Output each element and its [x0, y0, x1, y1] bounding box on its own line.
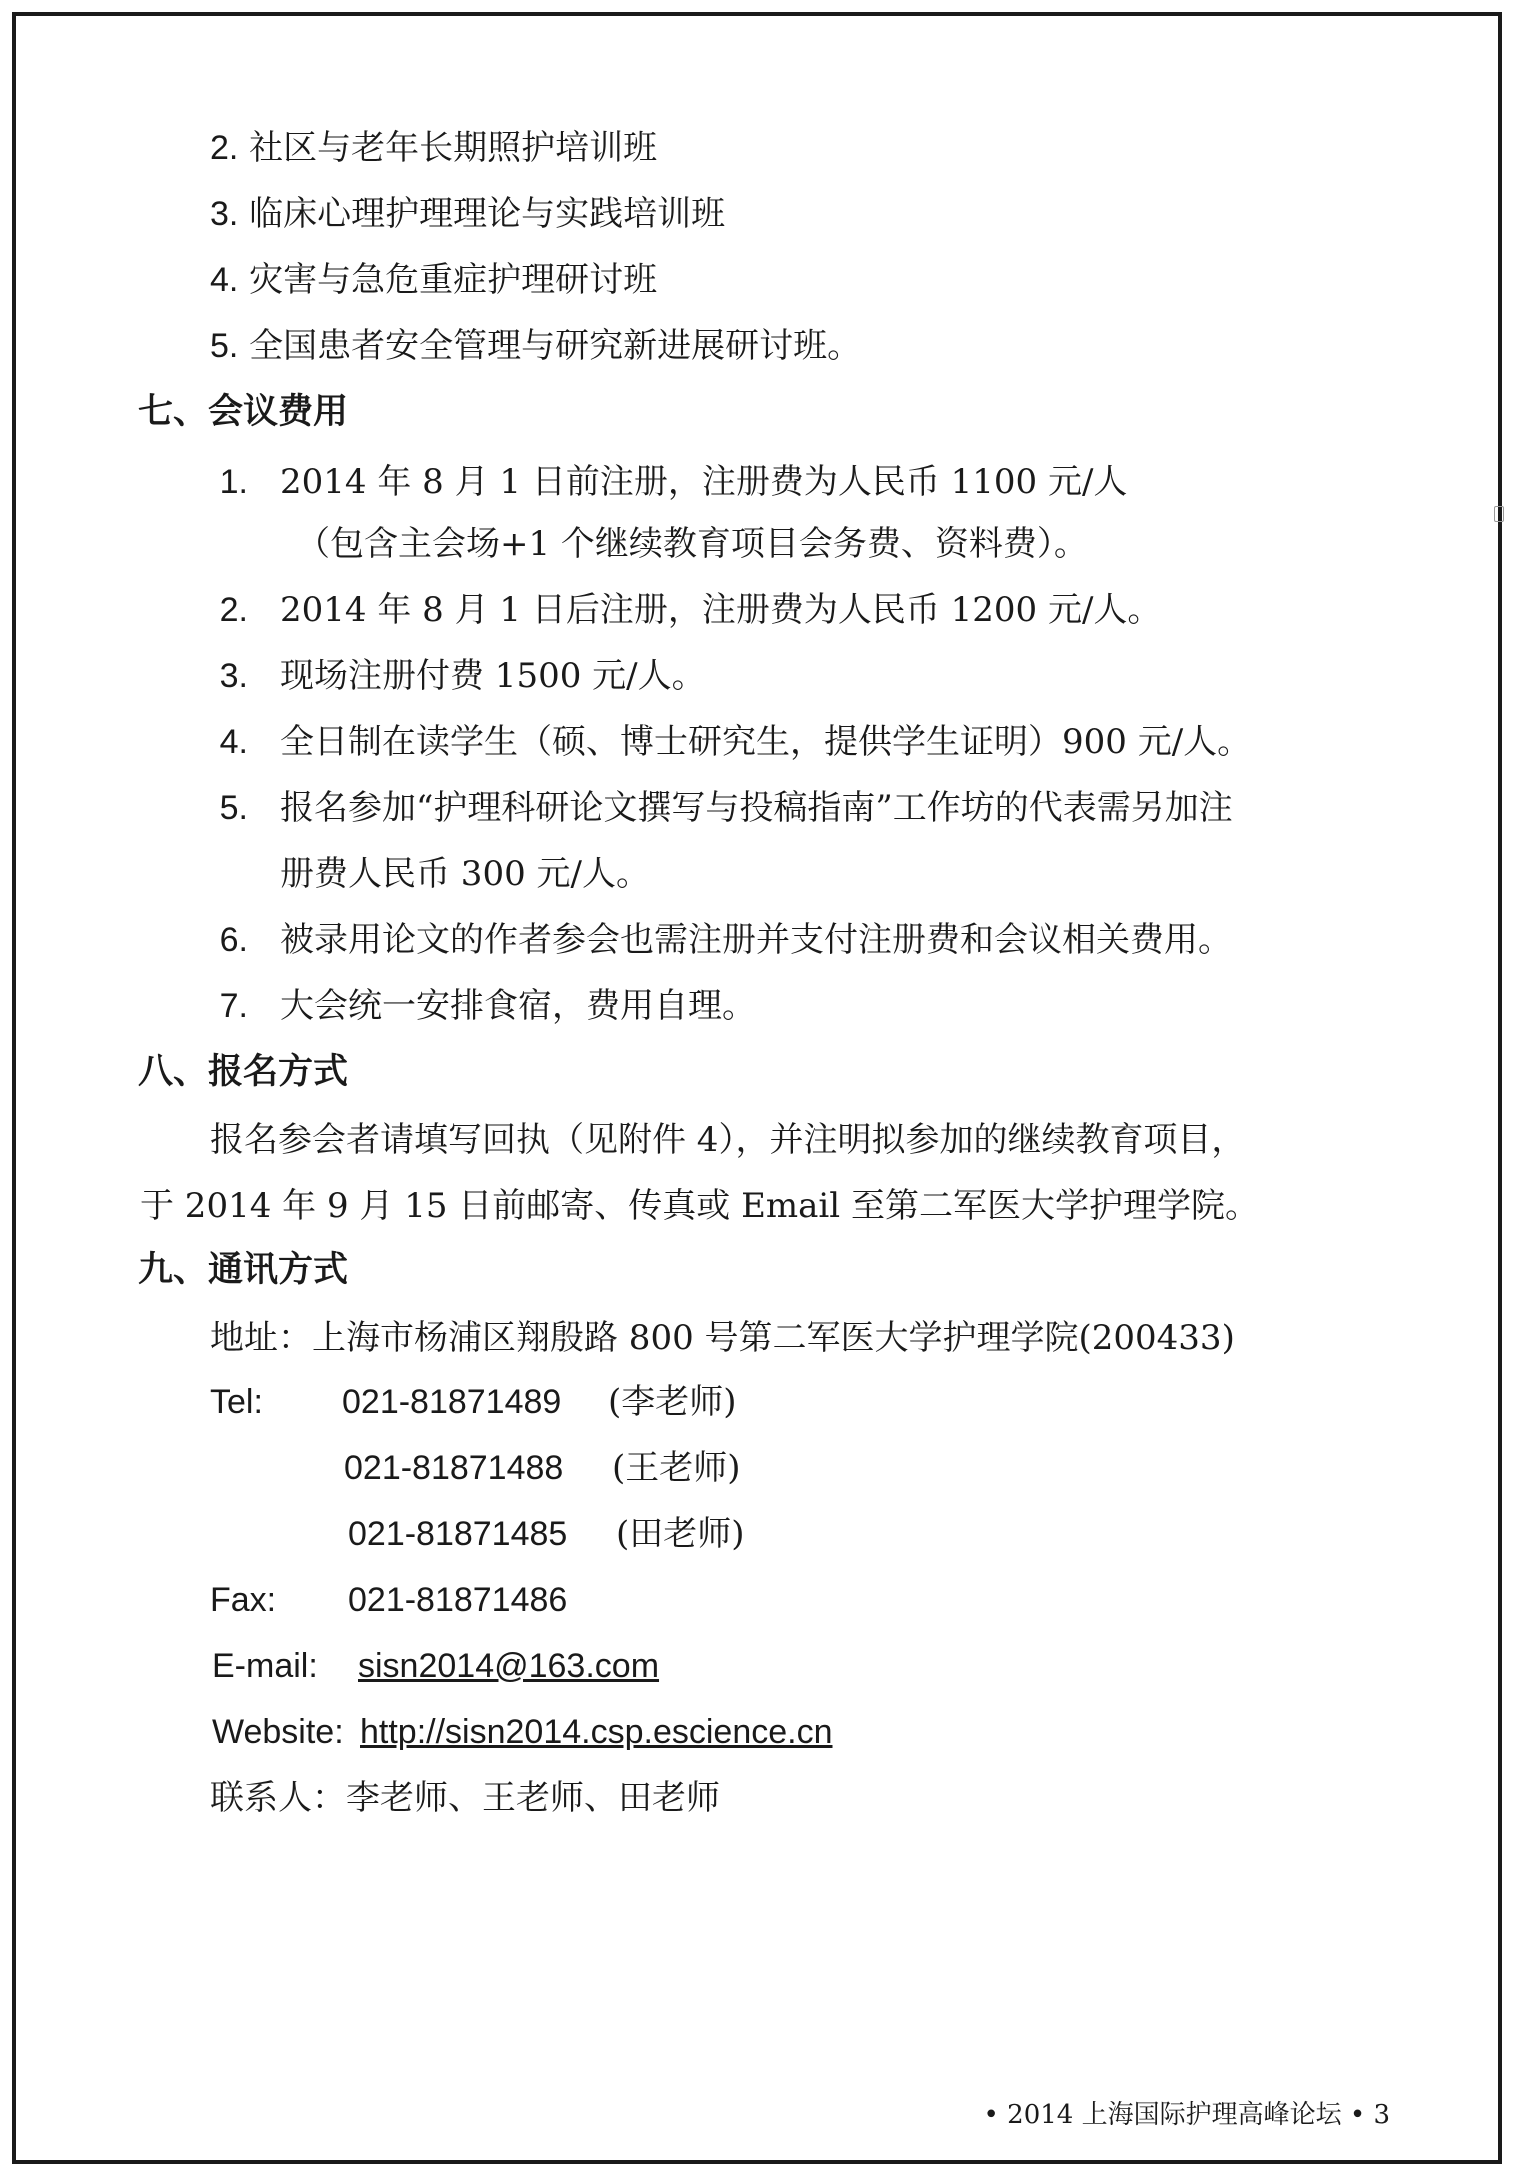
list-number: 5. — [219, 789, 248, 827]
page-footer — [984, 2098, 1390, 2132]
scan-artifact — [1494, 506, 1504, 522]
list-item: 现场注册付费 1500 元/人。 — [280, 656, 706, 696]
list-item: 2014 年 8 月 1 日前注册，注册费为人民币 1100 元/人 — [280, 462, 1128, 502]
tel-label: Tel: — [210, 1383, 263, 1421]
address-label: 地址： — [210, 1318, 312, 1358]
list-number: 7. — [219, 987, 248, 1025]
contacts-row — [210, 1776, 720, 1820]
list-item: 被录用论文的作者参会也需注册并支付注册费和会议相关费用。 — [280, 920, 1232, 960]
list-number: 1. — [219, 463, 248, 501]
list-item: 大会统一安排食宿，费用自理。 — [280, 986, 756, 1026]
section-heading-contact: 九、通讯方式 — [138, 1250, 349, 1290]
paragraph-line: 报名参会者请填写回执（见附件 4），并注明拟参加的继续教育项目， — [210, 1120, 1246, 1160]
email-link[interactable]: sisn2014@163.com — [358, 1647, 660, 1685]
list-item-continuation: （包含主会场+1 个继续教育项目会务费、资料费）。 — [296, 524, 1088, 564]
footer-text: • 2014 上海国际护理高峰论坛 • — [983, 2100, 1366, 2130]
section-heading-fees: 七、会议费用 — [138, 392, 349, 432]
tel-number: 021-81871485 — [348, 1515, 568, 1553]
tel-number: 021-81871489 — [342, 1383, 562, 1421]
list-item: 2. 社区与老年长期照护培训班 — [210, 128, 658, 168]
address-row — [210, 1316, 1235, 1360]
list-item: 5. 全国患者安全管理与研究新进展研讨班。 — [210, 326, 862, 366]
address-value: 上海市杨浦区翔殷路 800 号第二军医大学护理学院(200433) — [312, 1318, 1235, 1358]
website-link[interactable]: http://sisn2014.csp.escience.cn — [360, 1713, 833, 1751]
paragraph-line: 于 2014 年 9 月 15 日前邮寄、传真或 Email 至第二军医大学护理学院。 — [140, 1186, 1259, 1226]
list-item: 4. 灾害与急危重症护理研讨班 — [210, 260, 658, 300]
list-number: 6. — [219, 921, 248, 959]
list-number: 4. — [219, 723, 248, 761]
contacts-label: 联系人： — [210, 1778, 346, 1818]
tel-number: 021-81871488 — [344, 1449, 564, 1487]
list-number: 2. — [219, 591, 248, 629]
list-item: 3. 临床心理护理理论与实践培训班 — [210, 194, 726, 234]
fax-label: Fax: — [210, 1581, 277, 1619]
list-number: 3. — [219, 657, 248, 695]
list-item: 全日制在读学生（硕、博士研究生，提供学生证明）900 元/人。 — [280, 722, 1252, 762]
email-label: E-mail: — [212, 1647, 318, 1685]
list-item-continuation: 册费人民币 300 元/人。 — [280, 854, 650, 894]
tel-contact-name: (李老师) — [608, 1382, 737, 1422]
contacts-value: 李老师、王老师、田老师 — [346, 1778, 720, 1818]
page-number: 3 — [1373, 2100, 1390, 2130]
website-label: Website: — [212, 1713, 344, 1751]
fax-number: 021-81871486 — [348, 1581, 568, 1619]
section-heading-registration: 八、报名方式 — [138, 1052, 349, 1092]
list-item: 2014 年 8 月 1 日后注册，注册费为人民币 1200 元/人。 — [280, 590, 1162, 630]
tel-contact-name: (田老师) — [616, 1514, 745, 1554]
list-item: 报名参加“护理科研论文撰写与投稿指南”工作坊的代表需另加注 — [280, 788, 1233, 828]
tel-contact-name: (王老师) — [612, 1448, 741, 1488]
